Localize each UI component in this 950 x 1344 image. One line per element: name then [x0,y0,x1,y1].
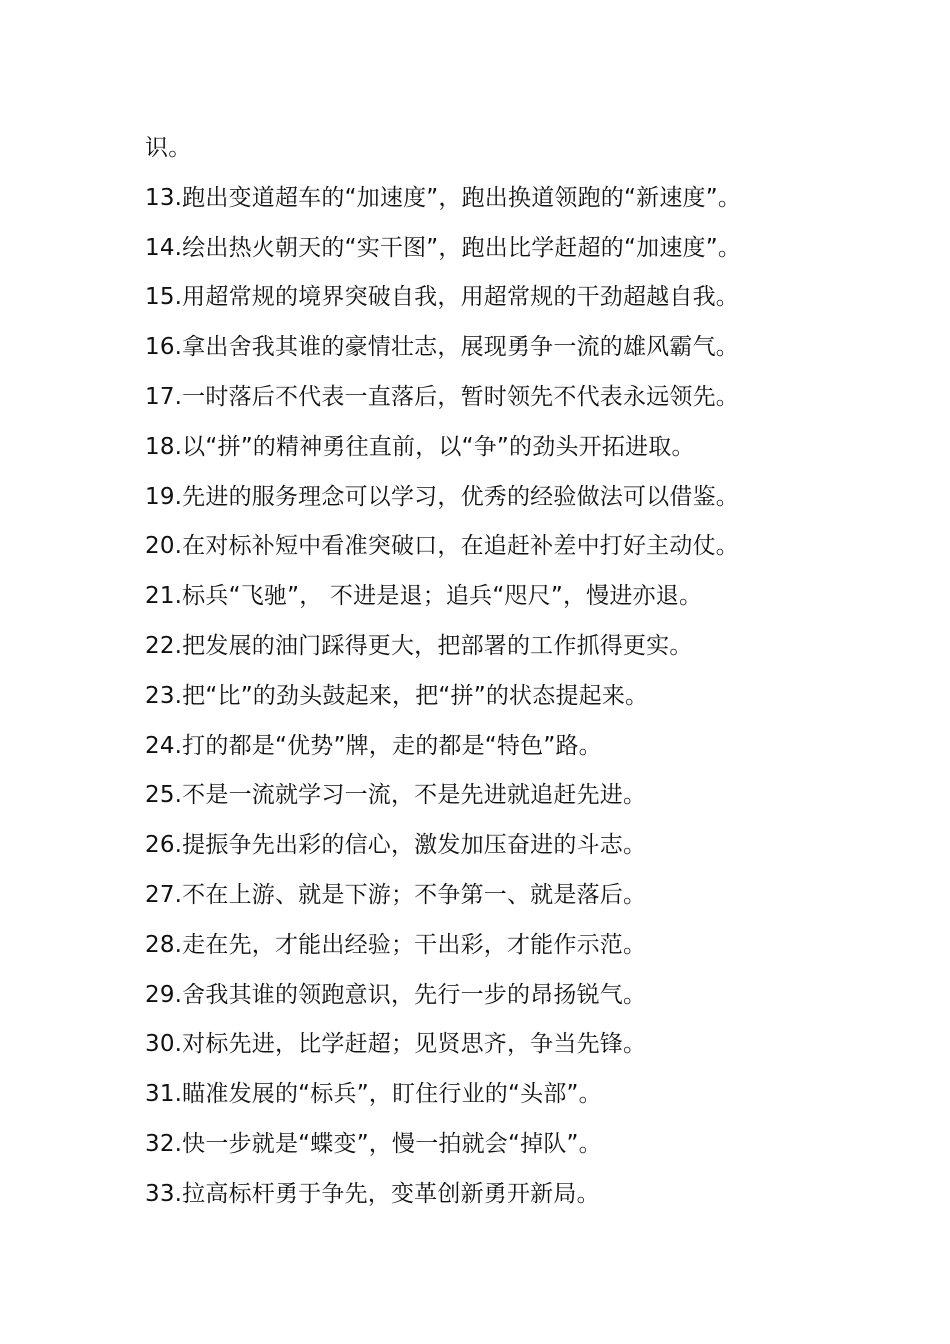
text-line-19: 19.先进的服务理念可以学习，优秀的经验做法可以借鉴。 [145,483,739,510]
text-line-14: 14.绘出热火朝天的“实干图”，跑出比学赶超的“加速度”。 [145,234,742,261]
text-line-31: 31.瞄准发展的“标兵”，盯住行业的“头部”。 [145,1081,602,1108]
text-line-33: 33.拉高标杆勇于争先，变革创新勇开新局。 [145,1180,600,1207]
text-line-21: 21.标兵“飞驰”， 不进是退；追兵“咫尺”，慢进亦退。 [145,583,703,610]
text-line-24: 24.打的都是“优势”牌，走的都是“特色”路。 [145,732,602,759]
text-line-13: 13.跑出变道超车的“加速度”，跑出换道领跑的“新速度”。 [145,184,742,211]
text-line-15: 15.用超常规的境界突破自我，用超常规的干劲超越自我。 [145,284,739,311]
text-line-16: 16.拿出舍我其谁的豪情壮志，展现勇争一流的雄风霸气。 [145,334,739,361]
text-line-18: 18.以“拼”的精神勇往直前，以“争”的劲头开拓进取。 [145,433,695,460]
text-line-20: 20.在对标补短中看准突破口，在追赶补差中打好主动仗。 [145,533,739,560]
text-line-27: 27.不在上游、就是下游；不争第一、就是落后。 [145,881,647,908]
text-line-17: 17.一时落后不代表一直落后，暂时领先不代表永远领先。 [145,383,739,410]
text-line-25: 25.不是一流就学习一流，不是先进就追赶先进。 [145,782,647,809]
text-line-22: 22.把发展的油门踩得更大，把部署的工作抓得更实。 [145,632,693,659]
text-line-23: 23.把“比”的劲头鼓起来，把“拼”的状态提起来。 [145,682,649,709]
text-line-30: 30.对标先进，比学赶超；见贤思齐，争当先锋。 [145,1031,647,1058]
document-body [145,124,845,1220]
text-line-continuation: 识。 [145,135,192,161]
text-line-32: 32.快一步就是“蝶变”，慢一拍就会“掉队”。 [145,1130,602,1157]
text-line-29: 29.舍我其谁的领跑意识，先行一步的昂扬锐气。 [145,981,647,1008]
text-line-26: 26.提振争先出彩的信心，激发加压奋进的斗志。 [145,832,647,859]
text-line-28: 28.走在先，才能出经验；干出彩，才能作示范。 [145,931,647,958]
